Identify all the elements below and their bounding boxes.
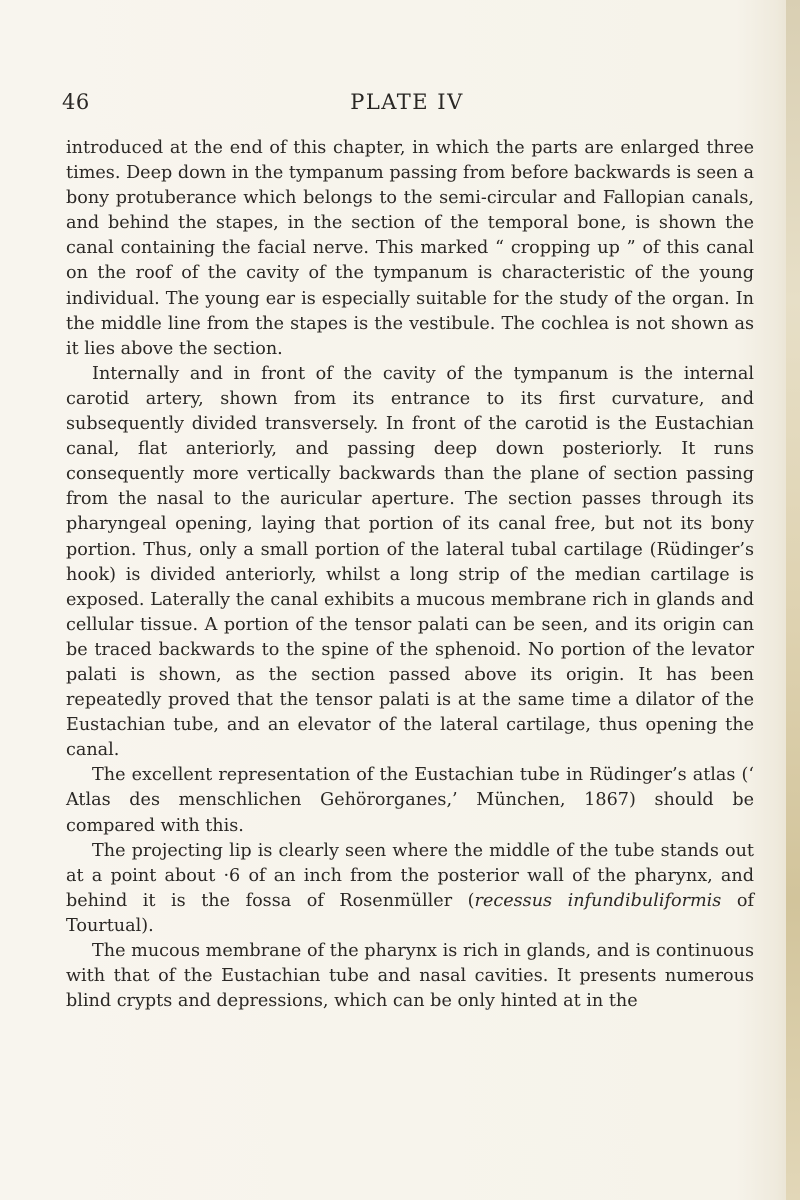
paragraph: The mucous membrane of the pharynx is rich in glands, and is continuous with that of the Eustachian tube and nasal cavities. It presents numerous blind crypts and depressions, which can be only hinted at in the — [66, 941, 754, 1012]
body-text — [66, 136, 754, 1014]
paragraph — [66, 839, 754, 939]
paragraph-text: The projecting lip is clearly seen where the middle of the tube stands out at a point about ·6 of an inch from the posterior wall of the pharynx, and behind it is the fossa of Rosenmüller ( — [66, 840, 754, 911]
paragraph: introduced at the end of this chapter, in which the parts are enlarged three times. Deep down in the tympanum passing from before backwards is seen a bony protuberance which belongs to the semi-circular and Fallopian canals, and behind the stapes, in the section of the temporal bone, is shown the canal containing the facial nerve. This marked “ cropping up ” of this canal on the roof of the cavity of the tympanum is characteristic of the young individual. The young ear is especially suitable for the study of the organ. In the middle line from the stapes is the vestibule. The cochlea is not shown as it lies above the section. — [66, 138, 754, 359]
paragraph: The excellent representation of the Eustachian tube in Rüdinger’s atlas (‘ Atlas des menschlichen Gehörorganes,’ München, 1867) should be compared with this. — [66, 765, 754, 836]
running-title: PLATE IV — [350, 90, 464, 114]
page-header — [62, 90, 752, 116]
paragraph-text: of Tourtual). — [66, 890, 754, 936]
paragraph: Internally and in front of the cavity of the tympanum is the internal carotid artery, shown from its entrance to its first curvature, and subsequently divided transversely. In front of the carotid is the Eustachian canal, flat anteriorly, and passing deep down posteriorly. It runs consequently more vertically backwards than the plane of section passing from the nasal to the auricular aperture. The section passes through its pharyngeal opening, laying that portion of its canal free, but not its bony portion. Thus, only a small portion of the lateral tubal cartilage (Rüdinger’s hook) is divided anteriorly, whilst a long strip of the median cartilage is exposed. Laterally the canal exhibits a mucous membrane rich in glands and cellular tissue. A portion of the tensor palati can be seen, and its origin can be traced backwards to the spine of the sphenoid. No portion of the levator palati is shown, as the section passed above its origin. It has been repeatedly proved that the tensor palati is at the same time a dilator of the Eustachian tube, and an elevator of the lateral cartilage, thus opening the canal. — [66, 363, 754, 761]
page-number: 46 — [62, 90, 90, 114]
page-edge-shadow — [786, 0, 800, 1200]
italic-term: recessus infundibuliformis — [474, 890, 722, 911]
